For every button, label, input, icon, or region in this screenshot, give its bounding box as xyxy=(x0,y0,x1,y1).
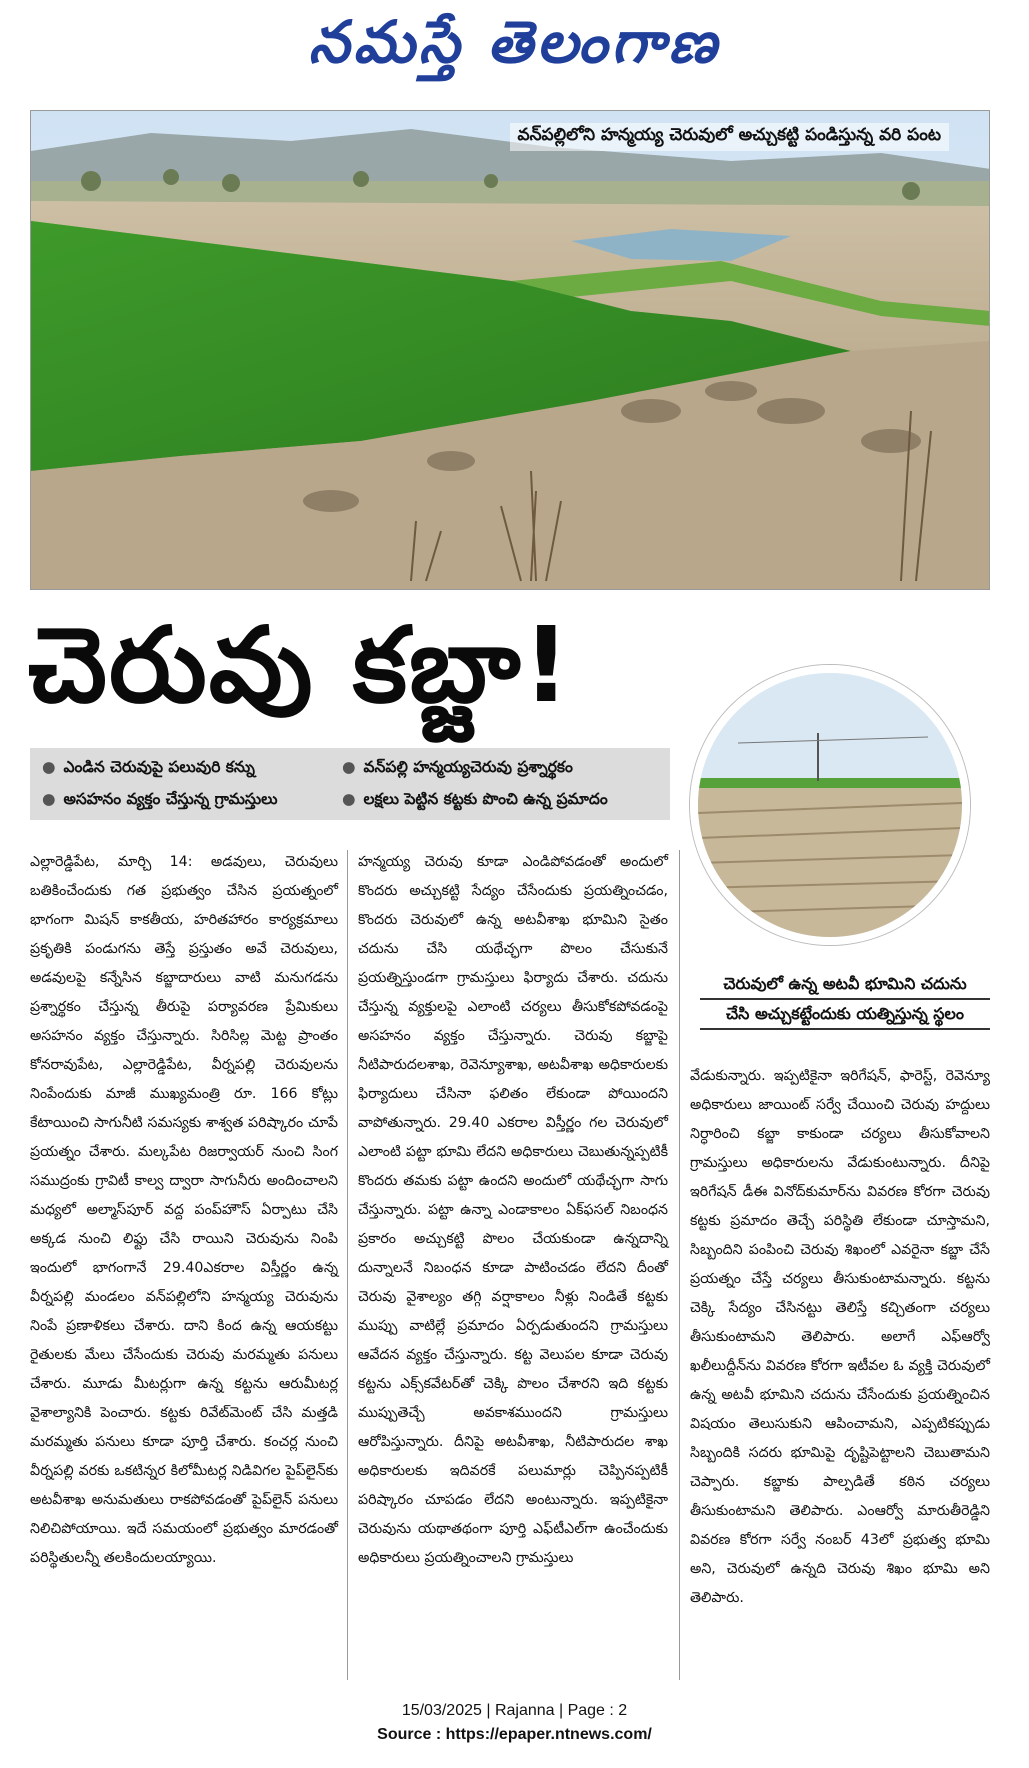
inset-caption xyxy=(700,970,990,1030)
article-column-1: ఎల్లారెడ్డిపేట, మార్చి 14: అడవులు, చెరువులు బతికించేందుకు గత ప్రభుత్వం చేసిన ప్రయత్నంలో భాగంగా మిషన్ కాకతీయ, హరితహారం కార్యక్రమాలు ప్రకృతికి పండుగను తెస్తే ప్రస్తుతం అవే చెరువులు, అడవులపై కన్నేసిన కబ్జాదారులు వాటి మనుగడను ప్రశ్నార్థకం చేస్తున్న తీరుపై పర్యావరణ ప్రేమికులు అసహనం వ్యక్తం చేస్తున్నారు. సిరిసిల్ల మెట్ట ప్రాంతం కోనరావుపేట, ఎల్లారెడ్డిపేట, వీర్నపల్లి చెరువులను నింపేందుకు మాజీ ముఖ్యమంత్రి రూ. 166 కోట్లు కేటాయించి సాగునీటి సమస్యకు శాశ్వత పరిష్కారం చూపే ప్రయత్నం చేశారు. మల్కపేట రిజర్వాయర్ నుంచి సింగ సముద్రంకు గ్రావిటీ కాల్వ ద్వారా సాగునీరు అందించాలని మధ్యలో అల్మాస్‌పూర్ వద్ద పంప్‌హౌస్ ఏర్పాటు చేసి అక్కడ నుంచి లిఫ్టు చేసి రాయిని చెరువును నింపి ఇందులో భాగంగానే 29.40ఎకరాల విస్తీర్ణం ఉన్న వీర్నపల్లి మండలం వన్‌పల్లిలోని హన్మయ్య చెరువును నింపే ప్రణాళికలు చేశారు. దాని కింద ఉన్న ఆయకట్టు రైతులకు మేలు చేసేందుకు చెరువు మరమ్మతు పనులు చేశారు. మూడు మీటర్లుగా ఉన్న కట్టను ఆరుమీటర్ల వైశాల్యానికి పెంచారు. కట్టకు రివేట్‌మెంట్ చేసి మత్తడి మరమ్మతు పనులు కూడా పూర్తి చేశారు. కంచర్ల నుంచి వీర్నపల్లి వరకు ఒకటిన్నర కిలోమీటర్ల నిడివిగల పైప్‌లైన్‌కు అటవీశాఖ అనుమతులు రాకపోవడంతో పైప్‌లైన్ పనులు నిలిచిపోయాయి. ఇదే సమయంలో ప్రభుత్వం మారడంతో పరిస్థితులన్నీ తలకిందులయ్యాయి. xyxy=(30,854,338,1566)
paddy-field-photo xyxy=(31,111,990,590)
column-divider xyxy=(347,850,348,1680)
bullet-dot-icon: ● xyxy=(42,758,56,776)
footer-source: Source : https://epaper.ntnews.com/ xyxy=(377,1726,652,1743)
subhead-2: ● వన్‌పల్లి హన్మయ్యచెరువు ప్రశ్నార్థకం xyxy=(342,758,573,776)
subhead-3: ● అసహనం వ్యక్తం చేస్తున్న గ్రామస్తులు xyxy=(42,790,278,808)
inset-photo xyxy=(690,665,970,945)
bullet-dot-icon: ● xyxy=(42,790,56,808)
ploughed-land-photo xyxy=(698,673,962,937)
lead-photo xyxy=(30,110,990,590)
headline: చెరువు కబ్జా! xyxy=(28,604,572,726)
bullet-dot-icon: ● xyxy=(342,758,356,776)
photo-caption: వన్‌పల్లిలోని హన్మయ్య చెరువులో అచ్చుకట్టి పండిస్తున్న వరి పంట xyxy=(510,123,949,151)
inset-caption-line-2: చేసి అచ్చుకట్టేందుకు యత్నిస్తున్న స్థలం xyxy=(700,1000,990,1030)
column-divider xyxy=(679,850,680,1680)
article-column-2: హన్మయ్య చెరువు కూడా ఎండిపోవడంతో అందులో కొందరు అచ్చుకట్టి సేద్యం చేసేందుకు ప్రయత్నించడం, కొందరు చెరువులో ఉన్న అటవీశాఖ భూమిని సైతం చదును చేసి యథేచ్ఛగా పొలం చేసుకునే ప్రయత్నిస్తుండగా గ్రామస్తులు ఫిర్యాదు చేశారు. చదును చేస్తున్న వ్యక్తులపై ఎలాంటి చర్యలు తీసుకోకపోవడంపై అసహనం వ్యక్తం చేస్తున్నారు. చెరువు కబ్జాపై నీటిపారుదలశాఖ, రెవెన్యూశాఖ, అటవీశాఖ అధికారులకు ఫిర్యాదులు చేసినా ఫలితం లేకుండా పోయిందని వాపోతున్నారు. 29.40 ఎకరాల విస్తీర్ణం గల చెరువులో ఎలాంటి పట్టా భూమి లేదని అధికారులు చెబుతున్నప్పటికీ కొందరు తమకు పట్టా ఉందని అందులో యథేచ్ఛగా సాగు చేస్తున్నారు. పట్టా ఉన్నా ఎండాకాలం ఏక్‌ఫసల్ నిబంధన ప్రకారం అచ్చుకట్టి పొలం చేయకుండా ఉన్నదాన్ని దున్నాలనే నిబంధన కూడా పాటించడం లేదని దీంతో చెరువు వైశాల్యం తగ్గి వర్షాకాలం నీళ్లు నిండితే కట్టకు ముప్పు వాటిల్లే ప్రమాదం ఏర్పడుతుందని గ్రామస్తులు ఆవేదన వ్యక్తం చేస్తున్నారు. కట్ట వెలుపల కూడా చెరువు కట్టను ఎక్స్‌కవేటర్‌తో చెక్కి పొలం చేశారని ఇది కట్టకు ముప్పుతెచ్చే అవకాశముందని గ్రామస్తులు ఆరోపిస్తున్నారు. దీనిపై అటవీశాఖ, నీటిపారుదల శాఖ అధికారులకు ఇదివరకే పలుమార్లు చెప్పినప్పటికీ పరిష్కారం చూపడం లేదని అంటున్నారు. ఇప్పటికైనా చెరువును యథాతథంగా పూర్తి ఎఫ్‌టీఎల్‌గా ఉంచేందుకు అధికారులు ప్రయత్నించాలని గ్రామస్తులు xyxy=(358,854,668,1566)
subheads-box xyxy=(30,748,670,820)
inset-caption-line-1: చెరువులో ఉన్న అటవీ భూమిని చదును xyxy=(700,970,990,1000)
newspaper-title: నమస్తే తెలంగాణ xyxy=(308,8,721,76)
footer-dateline: 15/03/2025 | Rajanna | Page : 2 xyxy=(401,1702,628,1719)
subhead-1: ● ఎండిన చెరువుపై పలువురి కన్ను xyxy=(42,758,255,776)
masthead xyxy=(0,0,1029,100)
article-column-3: వేడుకున్నారు. ఇప్పటికైనా ఇరిగేషన్, ఫారెస్ట్, రెవెన్యూ అధికారులు జాయింట్ సర్వే చేయించి చెరువు హద్దులు నిర్ధారించి కబ్జా కాకుండా చర్యలు తీసుకోవాలని గ్రామస్తులు అధికారులను వేడుకుంటున్నారు. దీనిపై ఇరిగేషన్ డీఈ వినోద్‌కుమార్‌ను వివరణ కోరగా చెరువు కట్టకు ప్రమాదం తెచ్చే పరిస్థితి లేకుండా చూస్తామని, సిబ్బందిని పంపించి చెరువు శిఖంలో ఎవరైనా కబ్జా చేసే ప్రయత్నం చేస్తే చర్యలు తీసుకుంటామన్నారు. కట్టను చెక్కి సేద్యం చేసినట్టు తెలిస్తే కచ్చితంగా చర్యలు తీసుకుంటామని తెలిపారు. అలాగే ఎఫ్ఆర్వో ఖలీలుద్దీన్‌ను వివరణ కోరగా ఇటీవల ఓ వ్యక్తి చెరువులో ఉన్న అటవీ భూమిని చదును చేసేందుకు ప్రయత్నించిన విషయం తెలుసుకుని ఆపించామని, ఎప్పటికప్పుడు సిబ్బందికి సదరు భూమిపై దృష్టిపెట్టాలని చెబుతామని చెప్పారు. కబ్జాకు పాల్పడితే కఠిన చర్యలు తీసుకుంటామని తెలిపారు. ఎంఆర్వో మారుతీరెడ్డిని వివరణ కోరగా సర్వే నంబర్ 43లో ప్రభుత్వ భూమి అని, చెరువులో ఉన్నది చెరువు శిఖం భూమి అని తెలిపారు. xyxy=(690,1068,990,1606)
subhead-4: ● లక్షలు పెట్టిన కట్టకు పొంచి ఉన్న ప్రమాదం xyxy=(342,790,608,808)
bullet-dot-icon: ● xyxy=(342,790,356,808)
